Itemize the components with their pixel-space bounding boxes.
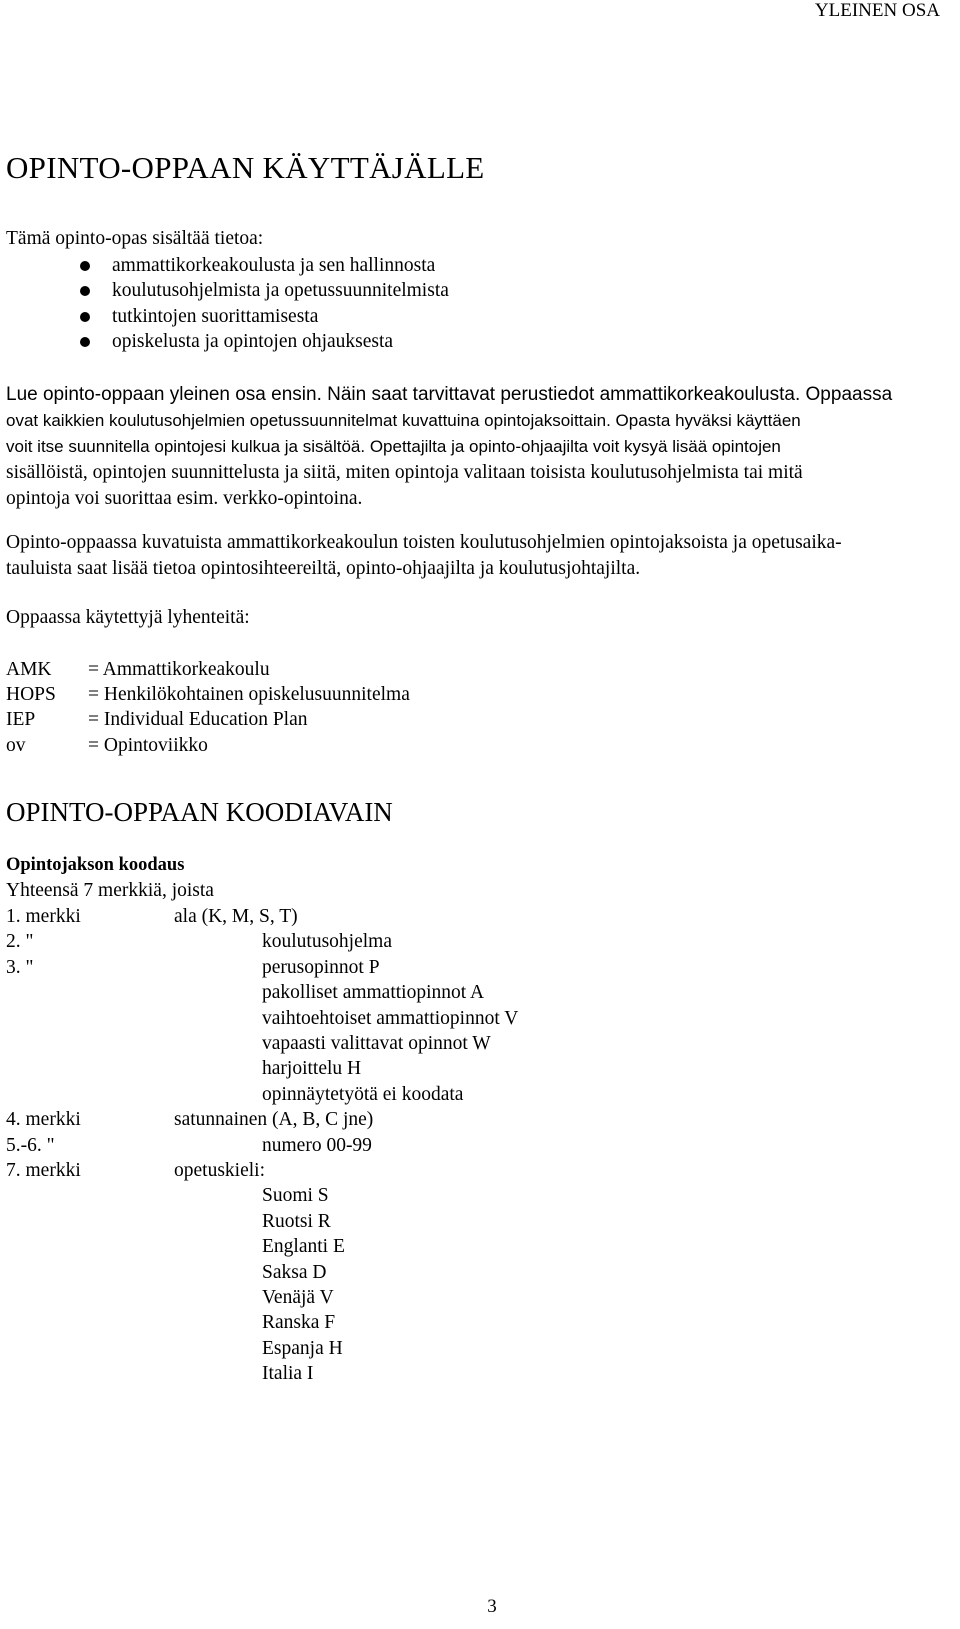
code-row-value: vapaasti valittavat opinnot W [262, 1033, 491, 1054]
code-row-value: Saksa D [262, 1261, 327, 1283]
code-row-label: 7. merkki [6, 1160, 81, 1181]
code-row-value: Italia I [262, 1363, 314, 1385]
abbreviation-row: ov = Opintoviikko [6, 735, 208, 756]
code-row-value: vaihtoehtoiset ammattiopinnot V [262, 1007, 519, 1029]
bullet-icon [80, 312, 90, 322]
list-item: tutkintojen suorittamisesta [78, 304, 449, 329]
abbreviation-row: IEP = Individual Education Plan [6, 709, 308, 730]
code-row-value: Espanja H [262, 1337, 343, 1359]
code-row-value: Suomi S [262, 1185, 329, 1207]
code-row-value: Venäjä V [262, 1287, 334, 1308]
code-row-value: Ruotsi R [262, 1210, 331, 1232]
list-item: ammattikorkeakoulusta ja sen hallinnosta [78, 253, 449, 278]
paragraph-line: Lue opinto-oppaan yleinen osa ensin. Näin saat tarvittavat perustiedot ammattikorkeakoulusta. Oppaassa [6, 384, 893, 405]
page-number: 3 [487, 1596, 497, 1617]
page-title: OPINTO-OPPAAN KÄYTTÄJÄLLE [6, 150, 485, 185]
running-header: YLEINEN OSA [814, 0, 940, 21]
code-row-label: 3. " [6, 956, 34, 978]
code-row-value: harjoittelu H [262, 1058, 362, 1080]
code-row-value: koulutusohjelma [262, 931, 392, 953]
code-row-label: 2. " [6, 931, 34, 953]
code-key-heading: OPINTO-OPPAAN KOODIAVAIN [6, 797, 393, 827]
code-total: Yhteensä 7 merkkiä, joista [6, 880, 214, 901]
paragraph-line: opintoja voi suorittaa esim. verkko-opintoina. [6, 488, 363, 509]
abbreviation-row: AMK = Ammattikorkeakoulu [6, 659, 270, 680]
code-subheading: Opintojakson koodaus [6, 855, 185, 875]
bullet-icon [80, 286, 90, 296]
list-item: koulutusohjelmista ja opetussuunnitelmista [78, 278, 449, 303]
topics-list [78, 253, 449, 354]
intro-lead: Tämä opinto-opas sisältää tietoa: [6, 228, 264, 249]
info-paragraph [6, 530, 956, 582]
code-row-label: 4. merkki [6, 1109, 81, 1131]
bullet-icon [80, 261, 90, 271]
paragraph-line: voit itse suunnitella opintojesi kulkua ja sisältöä. Opettajilta ja opinto-ohjaajilta voit kysyä lisää opintojen [6, 437, 781, 456]
list-item: opiskelusta ja opintojen ohjauksesta [78, 329, 449, 354]
code-row-value: perusopinnot P [262, 956, 380, 978]
code-row-value: opetuskieli: [174, 1160, 265, 1181]
code-row-label: 5.-6. " [6, 1134, 55, 1156]
paragraph-line: tauluista saat lisää tietoa opintosihteereiltä, opinto-ohjaajilta ja koulutusjohtajilta. [6, 558, 641, 579]
abbreviations-heading: Oppaassa käytettyjä lyhenteitä: [6, 607, 250, 628]
code-row-value: Englanti E [262, 1236, 345, 1258]
code-row-value: pakolliset ammattiopinnot A [262, 982, 485, 1004]
code-row-value: opinnäytetyötä ei koodata [262, 1083, 464, 1105]
paragraph-line: sisällöistä, opintojen suunnittelusta ja siitä, miten opintoja valitaan toisista koulutusohjelmista tai mitä [6, 462, 803, 483]
code-row-value: numero 00-99 [262, 1134, 372, 1156]
code-row-value: ala (K, M, S, T) [174, 906, 298, 927]
paragraph-line: ovat kaikkien koulutusohjelmien opetussuunnitelmat kuvattuina opintojaksoittain. Opasta hyväksi käyttäen [6, 411, 801, 430]
code-row-value: satunnainen (A, B, C jne) [174, 1109, 374, 1131]
code-row-value: Ranska F [262, 1312, 336, 1334]
code-row-label: 1. merkki [6, 906, 81, 927]
abbreviation-row: HOPS = Henkilökohtainen opiskelusuunnitelma [6, 684, 410, 705]
paragraph-line: Opinto-oppaassa kuvatuista ammattikorkeakoulun toisten koulutusohjelmien opintojaksoista ja opetusaika- [6, 532, 842, 553]
bullet-icon [80, 337, 90, 347]
usage-paragraph [6, 382, 956, 512]
